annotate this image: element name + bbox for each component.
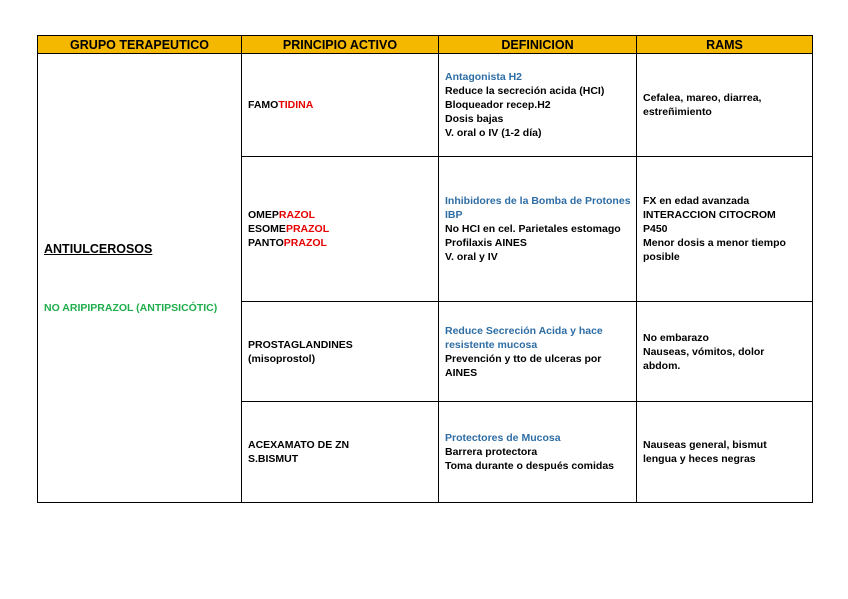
definition-cell [439,302,637,402]
rams-cell [637,54,813,157]
definition-line: Barrera protectora [445,446,538,458]
drug-suffix: RAZOL [278,209,316,221]
drug-name: S.BISMUT [248,453,299,465]
drug-cell [242,157,439,302]
drug-cell [242,54,439,157]
definition-line: Prevención y tto de ulceras por [445,352,602,365]
definition-line: Dosis bajas [445,113,504,125]
drug-name: FAMOTIDINA [248,99,314,111]
definition-line: Toma durante o después comidas [445,460,615,472]
drug-name: PROSTAGLANDINES [248,338,353,351]
drug-cell [242,302,439,402]
header-principio-activo: PRINCIPIO ACTIVO [242,36,439,54]
rams-line: Nauseas, vómitos, dolor [643,345,765,358]
drug-suffix: PRAZOL [285,223,330,235]
definition-title: Antagonista H2 [445,71,523,83]
table-row [38,54,813,157]
header-grupo-terapeutico: GRUPO TERAPEUTICO [38,36,242,54]
definition-line: Reduce la secreción acida (HCI) [445,85,605,97]
definition-title: Reduce Secreción Acida y hace resistente mucosa [445,324,603,351]
rams-line: No embarazo [643,331,709,344]
definition-title: Inhibidores de la Bomba de Protones IBP [445,195,631,221]
rams-line: Nauseas general, bismut [643,439,767,451]
definition-cell [439,402,637,503]
definition-line: AINES [445,366,478,379]
drug-name: PANTOPRAZOL [248,237,327,249]
rams-line: P450 [643,223,668,235]
definition-line: No HCI en cel. Parietales estomago [445,223,621,235]
drug-name: ESOMEPRAZOL [248,223,330,235]
rams-line: abdom. [643,359,681,372]
rams-cell [637,157,813,302]
drug-name: (misoprostol) [248,352,316,365]
group-title: ANTIULCEROSOS [44,241,153,256]
drug-cell [242,402,439,503]
rams-cell [637,302,813,402]
header-row [38,36,813,54]
header-definicion: DEFINICION [439,36,637,54]
group-cell [38,54,242,503]
rams-line: Cefalea, mareo, diarrea, [643,92,762,104]
rams-line: FX en edad avanzada [643,195,750,207]
pharmacology-table [37,35,813,503]
drug-suffix: TIDINA [278,99,314,111]
rams-line: Menor dosis a menor tiempo [643,237,786,249]
rams-line: estreñimiento [643,106,712,118]
group-note: NO ARIPIPRAZOL (ANTIPSICÓTIC) [44,301,218,314]
rams-cell [637,402,813,503]
drug-suffix: PRAZOL [283,237,327,249]
rams-line: posible [643,251,680,263]
definition-cell [439,157,637,302]
header-rams: RAMS [637,36,813,54]
rams-line: INTERACCION CITOCROM [643,209,776,221]
definition-line: V. oral o IV (1-2 día) [445,127,542,139]
definition-line: V. oral y IV [445,251,498,263]
definition-line: Profilaxis AINES [445,237,527,249]
definition-title: Protectores de Mucosa [445,432,561,444]
drug-name: ACEXAMATO DE ZN [248,439,350,451]
definition-cell [439,54,637,157]
rams-line: lengua y heces negras [643,453,756,465]
definition-line: Bloqueador recep.H2 [445,99,551,111]
drug-name: OMEPRAZOL [248,209,316,221]
